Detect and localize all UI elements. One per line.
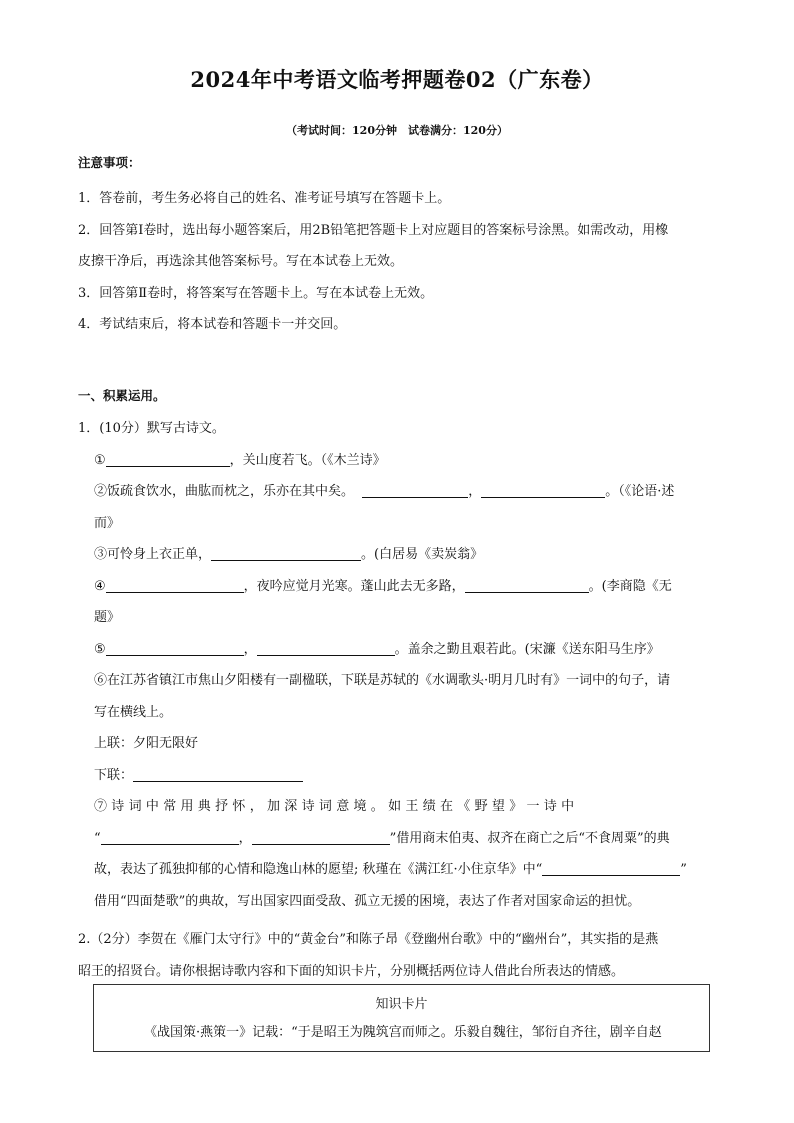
sub-question-4 bbox=[78, 571, 718, 603]
question-1 bbox=[78, 413, 718, 917]
notice-item: 1．答卷前，考生务必将自己的姓名、准考证号填写在答题卡上。 bbox=[78, 191, 451, 206]
notice-item: 4．考试结束后，将本试卷和答题卡一并交回。 bbox=[78, 317, 347, 332]
sub-question-5 bbox=[78, 634, 718, 666]
notice-list bbox=[78, 183, 718, 341]
item-text: 。(白居易《卖炭翁》 bbox=[361, 547, 484, 562]
knowledge-card-text: 《战国策·燕策一》记载：“于是昭王为隗筑宫而师之。乐毅自魏往，邹衍自齐往，剧辛自赵 bbox=[144, 1025, 662, 1040]
item-text: “ bbox=[94, 830, 101, 846]
item-text: ”借用商末伯夷、叔齐在商亡之后“不食周粟”的典 bbox=[389, 830, 670, 846]
item-text: ，关山度若飞。（《木兰诗》 bbox=[229, 452, 386, 468]
answer-blank[interactable] bbox=[481, 479, 605, 498]
couplet-upper: 上联：夕阳无限好 bbox=[94, 736, 199, 751]
couplet-lower bbox=[78, 760, 718, 792]
notice-item: 2．回答第Ⅰ卷时，选出每小题答案后，用2B铅笔把答题卡上对应题目的答案标号涂黑。如需改动，用橡 bbox=[78, 222, 669, 238]
sub-question-7-cont bbox=[78, 823, 718, 855]
sub-question-2-cont: 而》 bbox=[94, 515, 121, 531]
answer-blank[interactable] bbox=[133, 763, 303, 782]
answer-blank[interactable] bbox=[362, 479, 468, 498]
answer-blank[interactable] bbox=[465, 574, 589, 593]
page-title: 2024年中考语文临考押题卷02（广东卷） bbox=[190, 67, 604, 92]
item-text: 。盖余之勤且艰若此。(宋濂《送东阳马生序》 bbox=[394, 641, 660, 657]
item-text: ， bbox=[243, 641, 257, 657]
item-text: ②饭疏食饮水，曲肱而枕之，乐亦在其中矣。 bbox=[94, 484, 355, 499]
item-text: ， bbox=[238, 830, 252, 846]
item-text: ， bbox=[468, 484, 482, 499]
sub-question-3 bbox=[78, 539, 718, 571]
item-mark: ④ bbox=[94, 578, 106, 594]
item-text: ” bbox=[680, 862, 687, 877]
notice-item: 皮擦干净后，再选涂其他答案标号。写在本试卷上无效。 bbox=[78, 254, 404, 269]
question-2-line: 2.（2分）李贺在《雁门太守行》中的“黄金台”和陈子昂《登幽州台歌》中的“幽州台”，其实指的是燕 bbox=[78, 932, 659, 947]
notice-heading: 注意事项： bbox=[78, 155, 141, 170]
knowledge-card-title: 知识卡片 bbox=[375, 997, 428, 1012]
question-stem: 1．(10分）默写古诗文。 bbox=[78, 421, 225, 436]
item-text: ③可怜身上衣正单， bbox=[94, 547, 212, 562]
item-text: 。（《论语·述 bbox=[605, 484, 675, 499]
sub-question-1 bbox=[78, 445, 718, 477]
sub-question-7: ⑦诗词中常用典抒怀，加深诗词意境。如王绩在《野望》一诗中 bbox=[94, 799, 579, 814]
sub-question-7-cont bbox=[78, 854, 718, 886]
question-2-line: 昭王的招贤台。请你根据诗歌内容和下面的知识卡片，分别概括两位诗人借此台所表达的情感。 bbox=[78, 963, 625, 979]
answer-blank[interactable] bbox=[257, 637, 395, 656]
item-mark: ⑤ bbox=[94, 641, 106, 657]
sub-question-7-cont: 借用“四面楚歌”的典故，写出国家四面受敌、孤立无援的困境，表达了作者对国家命运的担忧。 bbox=[94, 893, 641, 909]
answer-blank[interactable] bbox=[106, 448, 230, 467]
sub-question-4-cont: 题》 bbox=[94, 610, 121, 625]
notice-item: 3．回答第Ⅱ卷时，将答案写在答题卡上。写在本试卷上无效。 bbox=[78, 285, 434, 301]
answer-blank[interactable] bbox=[101, 826, 239, 845]
item-text: 下联： bbox=[94, 767, 134, 783]
item-text: ，夜吟应觉月光寒。蓬山此去无多路， bbox=[243, 578, 465, 594]
answer-blank[interactable] bbox=[211, 542, 361, 561]
question-2 bbox=[78, 924, 718, 987]
section-heading: 一、积累运用。 bbox=[78, 388, 166, 403]
knowledge-card bbox=[93, 984, 710, 1052]
answer-blank[interactable] bbox=[106, 574, 244, 593]
item-text: 。(李商隐《无 bbox=[588, 578, 672, 594]
sub-question-2 bbox=[78, 476, 718, 508]
item-text: 故，表达了孤独抑郁的心情和隐逸山林的愿望; 秋瑾在《满江红·小住京华》中“ bbox=[94, 862, 543, 877]
answer-blank[interactable] bbox=[252, 826, 390, 845]
sub-question-6: ⑥在江苏省镇江市焦山夕阳楼有一副楹联，下联是苏轼的《水调歌头·明月几时有》一词中的句子，请 bbox=[94, 673, 671, 688]
exam-info: （考试时间：120分钟 试卷满分：120分） bbox=[286, 124, 508, 137]
sub-question-6-cont: 写在横线上。 bbox=[94, 704, 173, 720]
item-mark: ① bbox=[94, 452, 106, 468]
answer-blank[interactable] bbox=[106, 637, 244, 656]
answer-blank[interactable] bbox=[542, 857, 680, 876]
